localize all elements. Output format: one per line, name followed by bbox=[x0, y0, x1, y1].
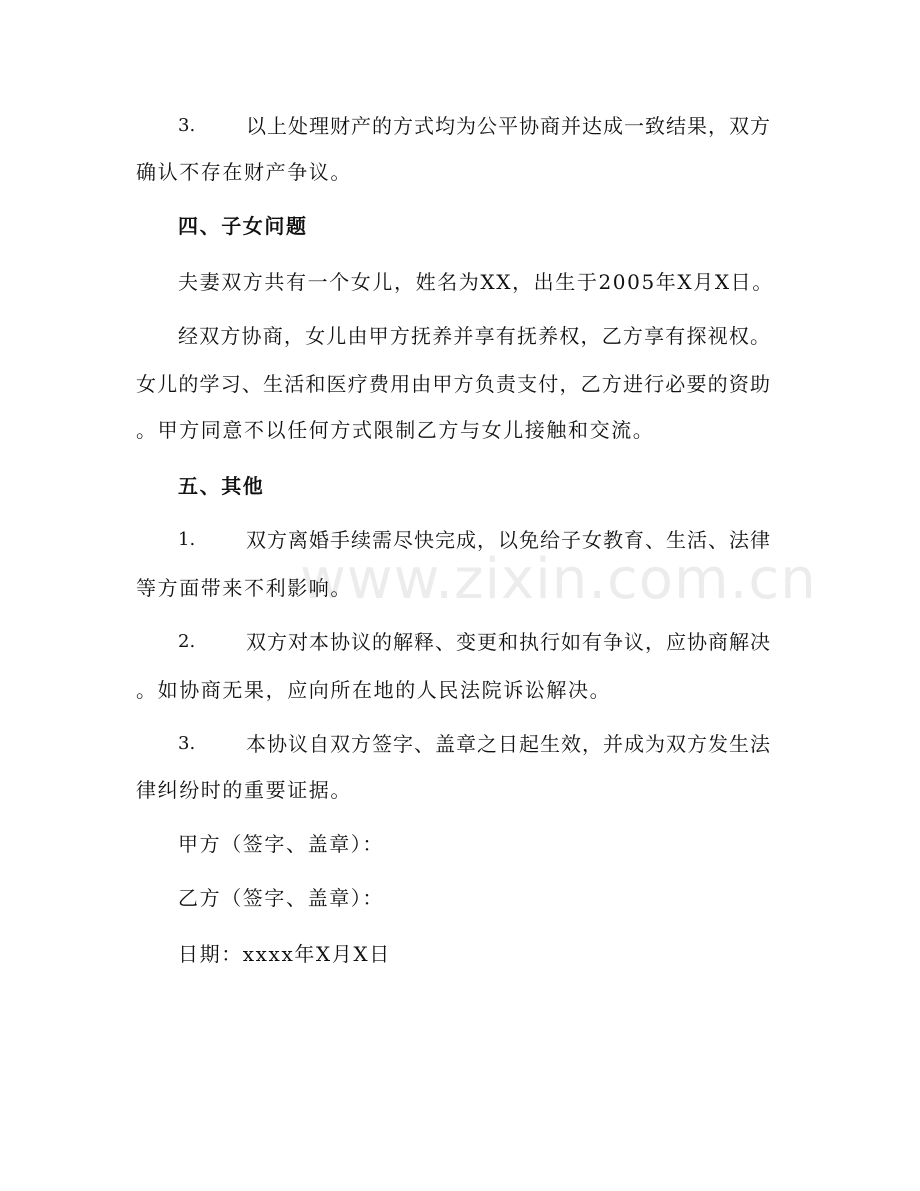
paragraph-line: 夫妻双方共有一个女儿，姓名为XX，出生于2005年X月X日。 bbox=[178, 270, 774, 294]
watermark-text: www.zixin.com.cn bbox=[300, 547, 817, 612]
paragraph-line: 律纠纷时的重要证据。 bbox=[136, 778, 352, 802]
item-number: 3. bbox=[178, 733, 196, 754]
paragraph-line: 双方对本协议的解释、变更和执行如有争议，应协商解决 bbox=[246, 630, 770, 654]
item-number: 1. bbox=[178, 529, 196, 550]
section-heading: 四、子女问题 bbox=[178, 214, 308, 238]
item-number: 3. bbox=[178, 115, 196, 136]
party-a-signature-line: 甲方（签字、盖章）： bbox=[178, 832, 384, 856]
paragraph-line: 以上处理财产的方式均为公平协商并达成一致结果，双方 bbox=[246, 114, 770, 138]
paragraph-line: 本协议自双方签字、盖章之日起生效，并成为双方发生法 bbox=[246, 732, 770, 756]
paragraph-line: 女儿的学习、生活和医疗费用由甲方负责支付，乙方进行必要的资助 bbox=[136, 372, 770, 396]
date-line: 日期：xxxx年X月X日 bbox=[178, 942, 391, 966]
paragraph-line: 。如协商无果，应向所在地的人民法院诉讼解决。 bbox=[136, 678, 612, 702]
paragraph-line: 确认不存在财产争议。 bbox=[136, 160, 352, 184]
section-heading: 五、其他 bbox=[178, 474, 265, 498]
paragraph-line: 双方离婚手续需尽快完成，以免给子女教育、生活、法律 bbox=[246, 528, 770, 552]
item-number: 2. bbox=[178, 631, 196, 652]
paragraph-line: 等方面带来不利影响。 bbox=[136, 576, 352, 600]
paragraph-line: 经双方协商，女儿由甲方抚养并享有抚养权，乙方享有探视权。 bbox=[178, 324, 770, 348]
paragraph-line: 。甲方同意不以任何方式限制乙方与女儿接触和交流。 bbox=[136, 418, 655, 442]
party-b-signature-line: 乙方（签字、盖章）： bbox=[178, 886, 384, 910]
